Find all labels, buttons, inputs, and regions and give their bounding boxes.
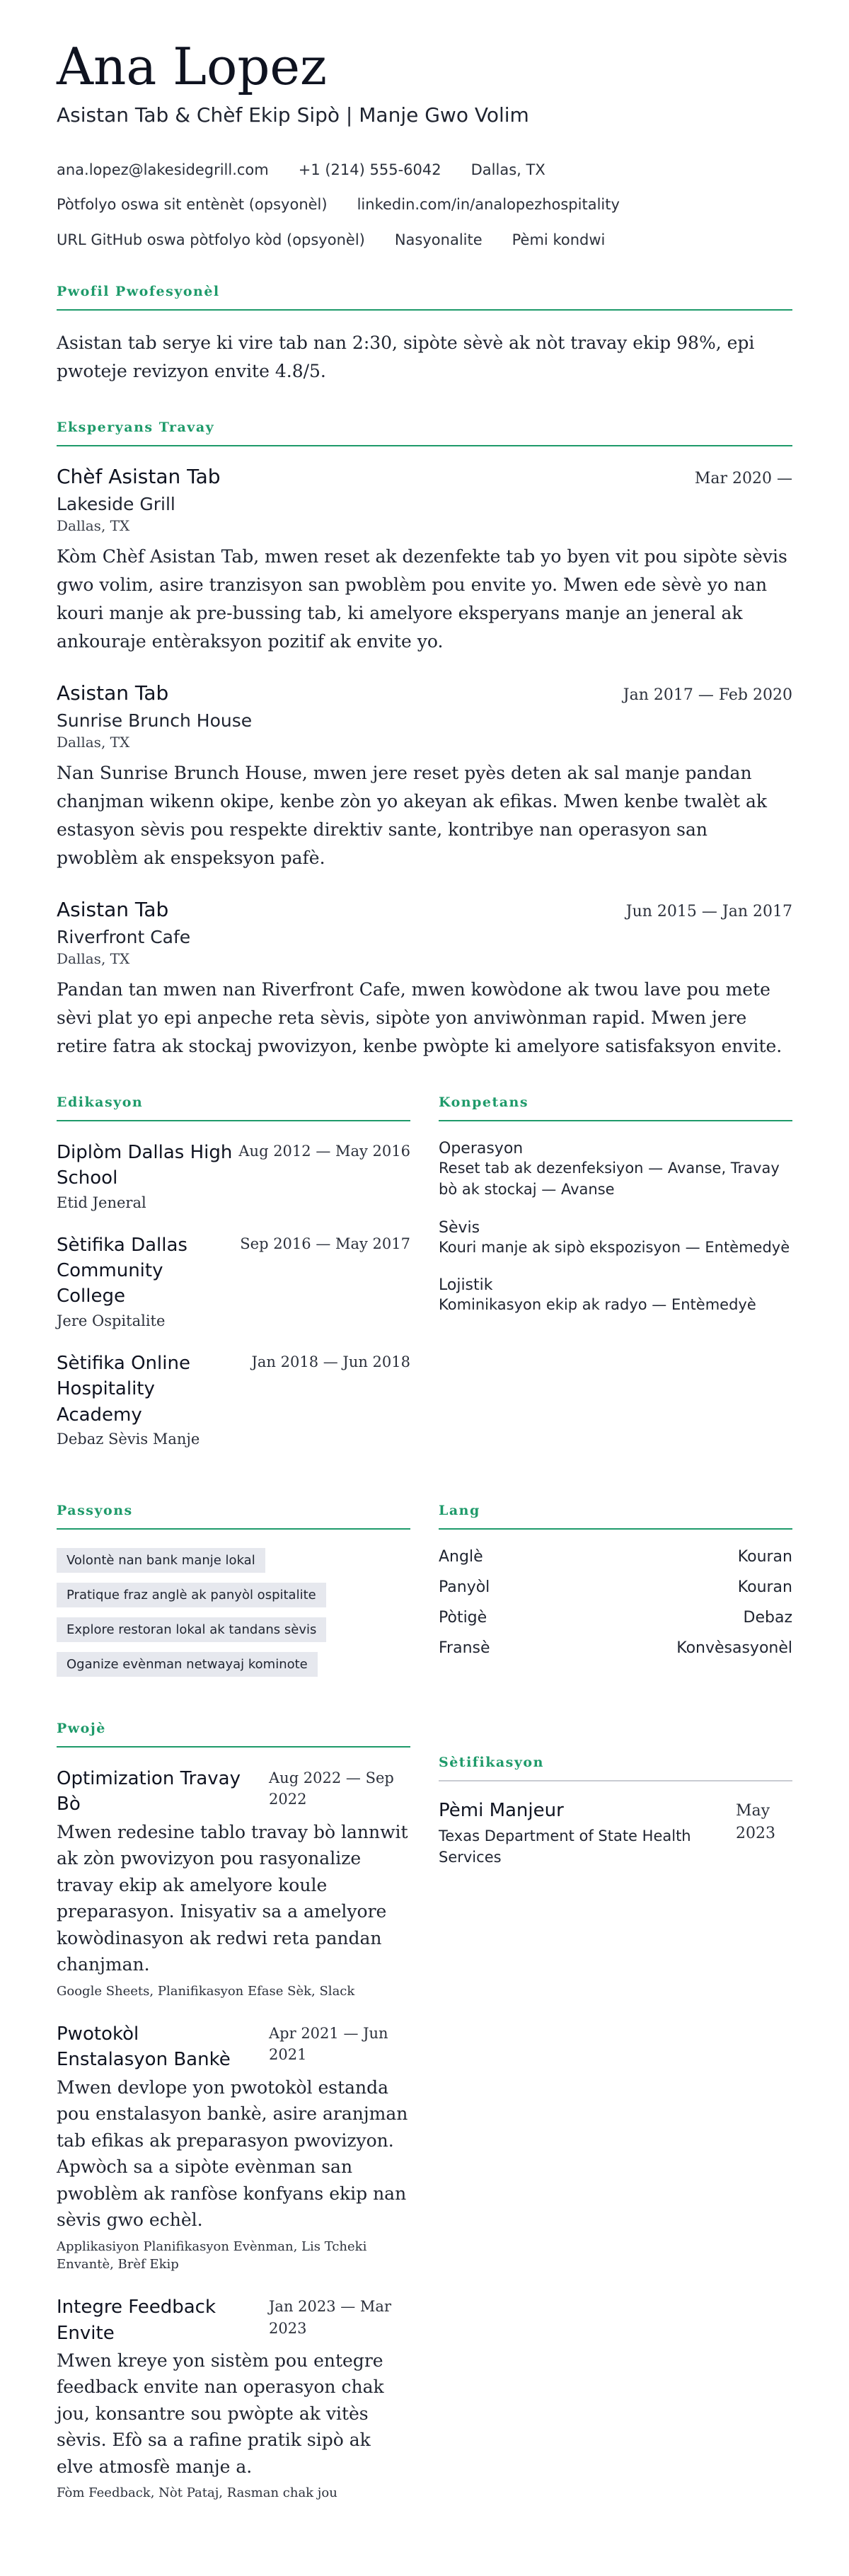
language-level: Kouran <box>737 1578 792 1597</box>
section-title-projects: Pwojè <box>57 1721 410 1748</box>
passion-chip: Pratique fraz anglè ak panyòl ospitalite <box>57 1583 326 1607</box>
project-tools: Google Sheets, Planifikasyon Efase Sèk, Slack <box>57 1983 355 1999</box>
section-title-experience: Eksperyans Travay <box>57 420 792 446</box>
contact-phone[interactable]: +1 (214) 555-6042 <box>298 161 441 178</box>
education-section <box>57 1094 410 1469</box>
certification-entry <box>439 1800 792 1869</box>
project-description: Mwen kreye yon sistèm pou entegre feedback envite nan operasyon chak jou, konsantre sou pwòpte ak vitès sèvis. Efò sa a rafine pratik sipò ak elve atmosfè manje a. <box>57 2350 384 2477</box>
passion-chip: Oganize evènman netwayaj kominote <box>57 1652 318 1677</box>
certification-issuer: Texas Department of State Health Services <box>439 1827 691 1866</box>
job-company: Lakeside Grill <box>57 493 175 514</box>
contact-portfolio[interactable]: Pòtfolyo oswa sit entènèt (opsyonèl) <box>57 196 328 214</box>
profile-summary: Asistan tab serye ki vire tab nan 2:30, sipòte sèvè ak nòt travay ekip 98%, epi pwoteje revizyon envite 4.8/5. <box>57 332 755 381</box>
section-title-languages: Lang <box>439 1503 792 1530</box>
project-date: Apr 2021 — Jun 2021 <box>269 2024 388 2064</box>
certification-title: Pèmi Manjeur <box>439 1800 564 1822</box>
contact-row-2 <box>57 195 792 214</box>
education-field: Jere Ospitalite <box>57 1312 166 1329</box>
job-description: Kòm Chèf Asistan Tab, mwen reset ak dezenfekte tab yo byen vit pou sipòte sèvis gwo volim, asire tranzisyon san pwoblèm pou envite yo. Mwen ede sèvè yo nan kouri manje ak pre-bussing tab, ki amelyore eksperyans manje an jeneral ak ankouraje entèraksyon pozitif ak envite yo. <box>57 545 787 652</box>
skill-group-name: Sèvis <box>439 1218 480 1237</box>
language-name: Panyòl <box>439 1578 490 1597</box>
contact-linkedin[interactable]: linkedin.com/in/analopezhospitality <box>357 196 620 214</box>
education-date: Sep 2016 — May 2017 <box>240 1235 410 1252</box>
language-name: Fransè <box>439 1639 490 1658</box>
skill-group-name: Operasyon <box>439 1139 524 1157</box>
section-title-skills: Konpetans <box>439 1094 792 1121</box>
contact-nationality: Nasyonalite <box>394 231 483 248</box>
section-title-certifications: Sètifikasyon <box>439 1755 792 1781</box>
job-description: Pandan tan mwen nan Riverfront Cafe, mwen kowòdone ak twou lave pou mete sèvi plat yo epi anpeche reta sèvis, sipòte yon anviwònman rapid. Mwen jere retire fatra ak stockaj pwovizyon, kenbe pwòpte ki amelyore satisfaksyon envite. <box>57 978 782 1056</box>
skill-group-items: Kouri manje ak sipò ekspozisyon — Entèmedyè <box>439 1238 790 1256</box>
job-company: Riverfront Cafe <box>57 926 191 947</box>
skill-group-name: Lojistik <box>439 1276 493 1295</box>
project-date: Aug 2022 — Sep 2022 <box>269 1769 394 1808</box>
profile-section <box>57 284 792 386</box>
education-field: Debaz Sèvis Manje <box>57 1431 200 1448</box>
education-skills-row <box>57 1094 792 1469</box>
language-row <box>439 1548 792 1566</box>
projects-certifications-row <box>57 1721 792 2524</box>
education-title: Diplòm Dallas High School <box>57 1141 233 1189</box>
education-title: Sètifika Online Hospitality Academy <box>57 1352 190 1426</box>
skill-group <box>439 1140 792 1201</box>
passion-chip: Explore restoran lokal ak tandans sèvis <box>57 1617 326 1642</box>
language-row <box>439 1578 792 1596</box>
experience-section <box>57 420 792 1061</box>
language-row <box>439 1609 792 1627</box>
education-field: Etid Jeneral <box>57 1194 146 1211</box>
candidate-name: Ana Lopez <box>57 37 327 96</box>
projects-section <box>57 1721 410 2524</box>
project-tools: Applikasiyon Planifikasyon Evènman, Lis Tcheki Envantè, Brèf Ekip <box>57 2239 367 2272</box>
job-date: Jan 2017 — Feb 2020 <box>623 686 792 704</box>
project-title: Optimization Travay Bò <box>57 1768 241 1815</box>
languages-section <box>439 1503 792 1687</box>
education-entry <box>57 1351 410 1448</box>
education-entry <box>57 1232 410 1329</box>
skill-group-items: Reset tab ak dezenfeksiyon — Avanse, Travay bò ak stockaj — Avanse <box>439 1159 780 1199</box>
job-date: Jun 2015 — Jan 2017 <box>625 902 792 920</box>
skill-group-items: Kominikasyon ekip ak radyo — Entèmedyè <box>439 1296 756 1314</box>
language-name: Pòtigè <box>439 1609 487 1627</box>
language-row <box>439 1639 792 1657</box>
job-title: Asistan Tab <box>57 681 169 705</box>
passion-chip: Volontè nan bank manje lokal <box>57 1548 265 1573</box>
contact-row-3 <box>57 231 792 250</box>
job-entry <box>57 898 792 1061</box>
job-location: Dallas, TX <box>57 949 130 967</box>
project-entry <box>57 1766 410 2000</box>
project-title: Integre Feedback Envite <box>57 2297 216 2344</box>
language-name: Anglè <box>439 1548 483 1566</box>
section-title-profile: Pwofil Pwofesyonèl <box>57 284 792 311</box>
project-date: Jan 2023 — Mar 2023 <box>269 2298 391 2337</box>
project-description: Mwen devlope yon pwotokòl estanda pou enstalasyon bankè, asire aranjman tab efikas ak preparasyon pwovizyon. Apwòch sa a sipòte evènman san pwoblèm ak ranfòse konfyans ekip nan sèvis gwo echèl. <box>57 2077 408 2231</box>
contact-github[interactable]: URL GitHub oswa pòtfolyo kòd (opsyonèl) <box>57 231 365 248</box>
contact-email[interactable]: ana.lopez@lakesidegrill.com <box>57 161 269 178</box>
language-level: Debaz <box>743 1609 792 1627</box>
language-level: Kouran <box>737 1548 792 1566</box>
contact-license: Pèmi kondwi <box>512 231 606 248</box>
job-location: Dallas, TX <box>57 733 130 751</box>
education-entry <box>57 1140 410 1211</box>
skill-group <box>439 1276 792 1315</box>
job-company: Sunrise Brunch House <box>57 710 253 731</box>
project-entry <box>57 2294 410 2502</box>
education-date: Jan 2018 — Jun 2018 <box>251 1353 410 1370</box>
skills-section <box>439 1094 792 1469</box>
job-entry <box>57 681 792 872</box>
job-date: Mar 2020 — <box>694 469 792 487</box>
education-title: Sètifika Dallas Community College <box>57 1234 187 1307</box>
certifications-section <box>439 1721 792 2524</box>
job-title: Chèf Asistan Tab <box>57 464 221 488</box>
education-date: Aug 2012 — May 2016 <box>238 1142 410 1160</box>
job-title: Asistan Tab <box>57 897 169 921</box>
job-location: Dallas, TX <box>57 516 130 534</box>
project-tools: Fòm Feedback, Nòt Pataj, Rasman chak jou <box>57 2485 337 2501</box>
job-description: Nan Sunrise Brunch House, mwen jere reset pyès deten ak sal manje pandan chanjman wikenn okipe, kenbe zòn yo akeyan ak efikas. Mwen kenbe twalèt ak estasyon sèvis pou respekte direktiv sante, kontribye nan operasyon san pwoblèm ak enspeksyon pafè. <box>57 762 768 868</box>
contact-row-1 <box>57 161 792 180</box>
passions-languages-row <box>57 1503 792 1687</box>
language-level: Konvèsasyonèl <box>676 1639 792 1658</box>
contact-location: Dallas, TX <box>470 161 545 178</box>
section-title-passions: Passyons <box>57 1503 410 1530</box>
passions-section <box>57 1503 410 1687</box>
project-title: Pwotokòl Enstalasyon Bankè <box>57 2023 231 2071</box>
section-title-education: Edikasyon <box>57 1094 410 1121</box>
project-entry <box>57 2021 410 2273</box>
candidate-headline: Asistan Tab & Chèf Ekip Sipò | Manje Gwo Volim <box>57 103 529 127</box>
job-entry <box>57 465 792 656</box>
project-description: Mwen redesine tablo travay bò lannwit ak zòn pwovizyon pou rasyonalize travay ekip ak amelyore koule preparasyon. Inisyativ sa a amelyore kowòdinasyon ak redwi reta pandan chanjman. <box>57 1821 408 1975</box>
skill-group <box>439 1219 792 1258</box>
certification-date: May 2023 <box>736 1802 775 1842</box>
